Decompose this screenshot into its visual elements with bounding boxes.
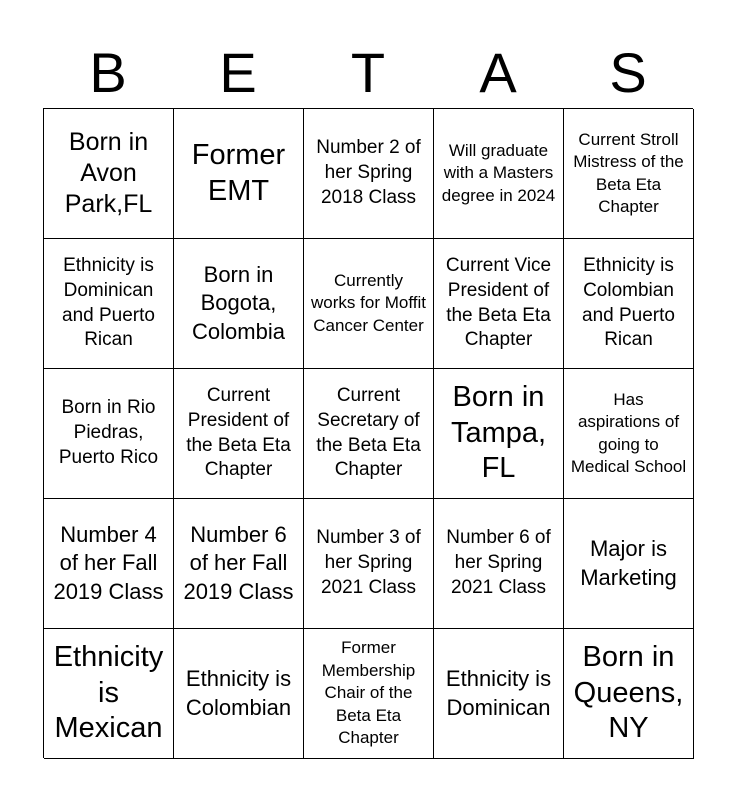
bingo-cell[interactable]: Major is Marketing <box>564 499 694 629</box>
bingo-cell[interactable]: Ethnicity is Dominican <box>434 629 564 759</box>
bingo-cell[interactable]: Current President of the Beta Eta Chapter <box>174 369 304 499</box>
bingo-cell[interactable]: Number 2 of her Spring 2018 Class <box>304 109 434 239</box>
bingo-cell[interactable]: Ethnicity is Mexican <box>44 629 174 759</box>
bingo-cell[interactable]: Has aspirations of going to Medical School <box>564 369 694 499</box>
bingo-board <box>43 108 693 758</box>
header-letter-a: A <box>479 41 517 104</box>
header-letter-b: B <box>89 41 127 104</box>
header-letter-s: S <box>609 41 647 104</box>
bingo-cell[interactable]: Ethnicity is Dominican and Puerto Rican <box>44 239 174 369</box>
bingo-cell[interactable]: Number 6 of her Spring 2021 Class <box>434 499 564 629</box>
bingo-cell[interactable]: Will graduate with a Masters degree in 2024 <box>434 109 564 239</box>
bingo-cell[interactable]: Number 3 of her Spring 2021 Class <box>304 499 434 629</box>
header-letter-e: E <box>219 41 257 104</box>
bingo-cell[interactable]: Born in Bogota, Colombia <box>174 239 304 369</box>
bingo-cell[interactable]: Former Membership Chair of the Beta Eta Chapter <box>304 629 434 759</box>
bingo-cell[interactable]: Former EMT <box>174 109 304 239</box>
bingo-cell[interactable]: Ethnicity is Colombian <box>174 629 304 759</box>
bingo-cell[interactable]: Number 6 of her Fall 2019 Class <box>174 499 304 629</box>
bingo-header <box>43 38 693 108</box>
bingo-cell[interactable]: Current Secretary of the Beta Eta Chapter <box>304 369 434 499</box>
bingo-cell[interactable]: Ethnicity is Colombian and Puerto Rican <box>564 239 694 369</box>
bingo-cell[interactable]: Born in Queens, NY <box>564 629 694 759</box>
bingo-cell[interactable]: Currently works for Moffit Cancer Center <box>304 239 434 369</box>
bingo-cell[interactable]: Born in Tampa, FL <box>434 369 564 499</box>
bingo-cell[interactable]: Born in Rio Piedras, Puerto Rico <box>44 369 174 499</box>
bingo-cell[interactable]: Current Stroll Mistress of the Beta Eta Chapter <box>564 109 694 239</box>
header-letter-t: T <box>350 41 386 104</box>
bingo-cell[interactable]: Born in Avon Park,FL <box>44 109 174 239</box>
bingo-cell[interactable]: Number 4 of her Fall 2019 Class <box>44 499 174 629</box>
bingo-cell[interactable]: Current Vice President of the Beta Eta Chapter <box>434 239 564 369</box>
